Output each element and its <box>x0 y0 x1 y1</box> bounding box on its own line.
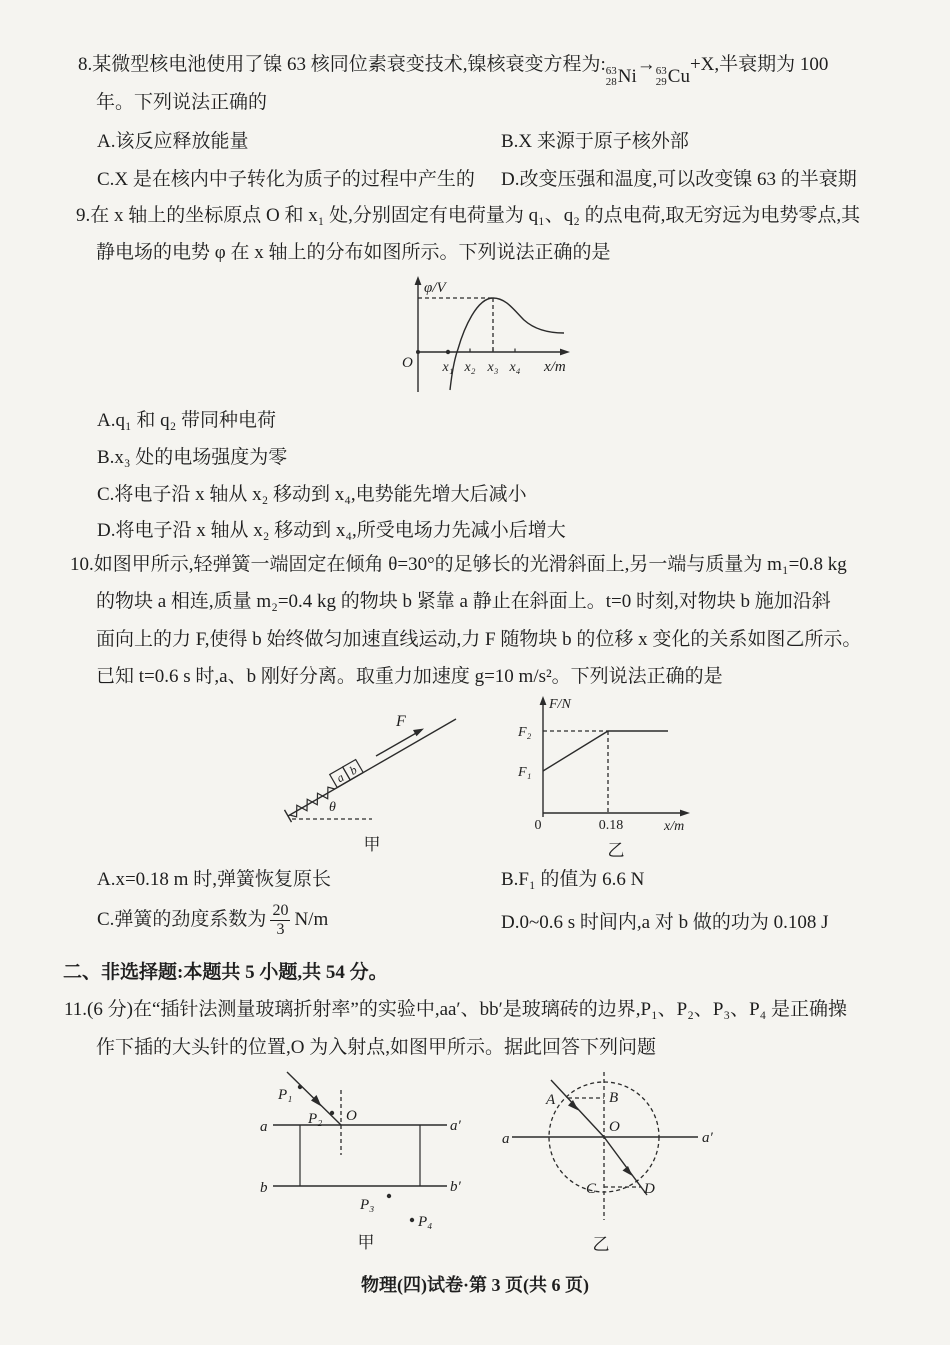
q8-line1-post: +X,半衰期为 100 <box>689 54 829 75</box>
q10-option-a: A.x=0.18 m 时,弹簧恢复原长 <box>97 869 331 890</box>
q10-line2: 的物块 a 相连,质量 m₂=0.4 kg 的物块 b 紧靠 a 静止在斜面上。t=0 时刻,对物块 b 施加沿斜 <box>96 591 831 612</box>
blocks-group <box>330 760 363 788</box>
q10-f1-label: F₁ <box>518 765 532 780</box>
q9-potential-graph <box>396 272 636 398</box>
pin-p4-label: P₄ <box>418 1214 433 1230</box>
q10-graph-ylabel: F/N <box>549 697 571 712</box>
block-b-label: b <box>347 762 360 778</box>
q10-line1: 10.如图甲所示,轻弹簧一端固定在倾角 θ=30°的足够长的光滑斜面上,另一端与质量为 m₁=0.8 kg <box>70 554 847 575</box>
nuclide-ni <box>606 64 637 90</box>
page-footer: 物理(四)试卷·第 3 页(共 6 页) <box>361 1275 589 1295</box>
fraction-numerator: 20 <box>272 901 289 919</box>
q9-y-arrow-icon <box>415 276 422 285</box>
q9-option-c: C.将电子沿 x 轴从 x₂ 移动到 x₄,电势能先增大后减小 <box>97 484 527 505</box>
point-a-label: A <box>546 1092 556 1108</box>
nuclide-ni-mass: 63 <box>605 65 617 77</box>
q10-option-c-fraction <box>270 902 290 939</box>
incline-caption: 甲 <box>363 835 381 854</box>
q8-option-d: D.改变压强和温度,可以改变镍 63 的半衰期 <box>501 169 857 190</box>
q9-option-d: D.将电子沿 x 轴从 x₂ 移动到 x₄,所受电场力先减小后增大 <box>97 520 566 541</box>
q10-origin-label: 0 <box>534 818 542 833</box>
circle-a-label: a <box>502 1131 510 1147</box>
block-a-label: a <box>334 770 347 786</box>
pin-p3-dot <box>387 1194 391 1198</box>
nuclide-cu-numbers <box>656 66 667 88</box>
q9-line2: 静电场的电势 φ 在 x 轴上的分布如图所示。下列说法正确的是 <box>96 242 611 263</box>
q10-force-line <box>543 731 668 771</box>
slab-a-prime-label: a′ <box>450 1118 461 1134</box>
pin-p2-label: P₂ <box>308 1111 323 1127</box>
q9-option-b: B.x₃ 处的电场强度为零 <box>97 447 288 468</box>
q9-potential-curve <box>450 298 564 390</box>
q10-x-arrow-icon <box>680 810 690 817</box>
q10-option-b: B.F₁ 的值为 6.6 N <box>501 869 645 890</box>
slab-b-label: b <box>260 1180 268 1196</box>
q9-origin-label: O <box>402 355 413 371</box>
q8-option-c: C.X 是在核内中子转化为质子的过程中产生的 <box>97 169 475 190</box>
incline-angle-label: θ <box>329 800 336 815</box>
q10-option-c-pre: C.弹簧的劲度系数为 <box>97 909 267 930</box>
incident-arrow-icon <box>568 1100 579 1111</box>
fraction-denominator: 3 <box>276 920 285 938</box>
slab-caption: 甲 <box>357 1233 375 1252</box>
q11-line2: 作下插的大头针的位置,O 为入射点,如图甲所示。据此回答下列问题 <box>96 1037 656 1058</box>
circle-caption: 乙 <box>592 1235 610 1254</box>
q11-slab-figure <box>238 1062 493 1257</box>
q9-charge-x1-dot <box>446 350 450 354</box>
circle-a-prime-label: a′ <box>702 1130 713 1146</box>
q10-incline-figure <box>272 698 487 856</box>
nuclide-cu <box>656 64 690 90</box>
q11-circle-figure <box>498 1062 733 1257</box>
slab-a-label: a <box>260 1119 268 1135</box>
q10-option-c-post: N/m <box>294 909 329 930</box>
pin-p1-dot <box>298 1085 302 1089</box>
point-d-label: D <box>644 1181 655 1197</box>
q10-option-d: D.0~0.6 s 时间内,a 对 b 做的功为 0.108 J <box>501 912 829 933</box>
refracted-arrow-icon <box>623 1166 633 1176</box>
pin-p3-label: P₃ <box>360 1197 375 1213</box>
q9-tick-label-x4: x₄ <box>509 360 521 375</box>
q10-f2-label: F₂ <box>518 725 532 740</box>
q8-line1 <box>78 52 828 90</box>
spring-anchor <box>285 810 292 822</box>
slab-o-label: O <box>346 1108 357 1124</box>
slab-b-prime-label: b′ <box>450 1179 461 1195</box>
q10-force-graph <box>498 692 713 864</box>
pin-p4-dot <box>410 1218 414 1222</box>
nuclide-cu-atomic: 29 <box>655 76 667 88</box>
q9-line1: 9.在 x 轴上的坐标原点 O 和 x₁ 处,分别固定有电荷量为 q₁、q₂ 的点电荷,取无穷远为电势零点,其 <box>76 205 861 226</box>
q8-option-b: B.X 来源于原子核外部 <box>501 131 689 152</box>
q9-ylabel: φ/V <box>424 280 446 296</box>
section2-header: 二、非选择题:本题共 5 小题,共 54 分。 <box>63 962 388 983</box>
force-label: F <box>396 713 406 730</box>
q10-graph-xlabel: x/m <box>664 819 685 834</box>
q8-option-a: A.该反应释放能量 <box>97 131 249 152</box>
q9-tick-label-x2: x₂ <box>464 360 476 375</box>
q8-line2: 年。下列说法正确的 <box>96 92 268 113</box>
pin-p1-label: P₁ <box>278 1087 293 1103</box>
q10-line4: 已知 t=0.6 s 时,a、b 刚好分离。取重力加速度 g=10 m/s²。下列说法正确的是 <box>96 666 723 687</box>
q9-x-arrow-icon <box>560 349 570 356</box>
nuclide-cu-symbol: Cu <box>667 66 690 87</box>
q10-y-arrow-icon <box>540 696 547 705</box>
q11-line1: 11.(6 分)在“插针法测量玻璃折射率”的实验中,aa′、bb′是玻璃砖的边界,P₁、P₂、P₃、P₄ 是正确操 <box>64 999 848 1020</box>
q8-line1-pre: 8.某微型核电池使用了镍 63 核同位素衰变技术,镍核衰变方程为: <box>78 54 606 75</box>
q9-tick-label-x3: x₃ <box>487 360 499 375</box>
nuclide-ni-atomic: 28 <box>605 76 617 88</box>
circle-o-label: O <box>609 1119 620 1135</box>
point-b-label: B <box>609 1090 619 1106</box>
q9-xlabel: x/m <box>544 359 566 375</box>
q9-tick-label-x1: x₁ <box>442 360 454 375</box>
point-c-label: C <box>586 1181 597 1197</box>
nuclide-ni-symbol: Ni <box>617 66 637 87</box>
pin-p2-dot <box>330 1111 334 1115</box>
q10-graph-caption: 乙 <box>607 841 625 860</box>
nuclide-ni-numbers <box>606 66 617 88</box>
q10-option-c <box>97 897 328 943</box>
reaction-arrow: → <box>636 54 656 75</box>
q9-charge-origin-dot <box>416 350 420 354</box>
q9-option-a: A.q₁ 和 q₂ 带同种电荷 <box>97 410 276 431</box>
force-arrow-head-icon <box>413 729 424 737</box>
incline-surface <box>288 719 456 816</box>
q10-line3: 面向上的力 F,使得 b 始终做匀加速直线运动,力 F 随物块 b 的位移 x 变化的关系如图乙所示。 <box>96 629 862 650</box>
nuclide-cu-mass: 63 <box>655 65 667 77</box>
q10-xtick-label: 0.18 <box>598 818 624 833</box>
